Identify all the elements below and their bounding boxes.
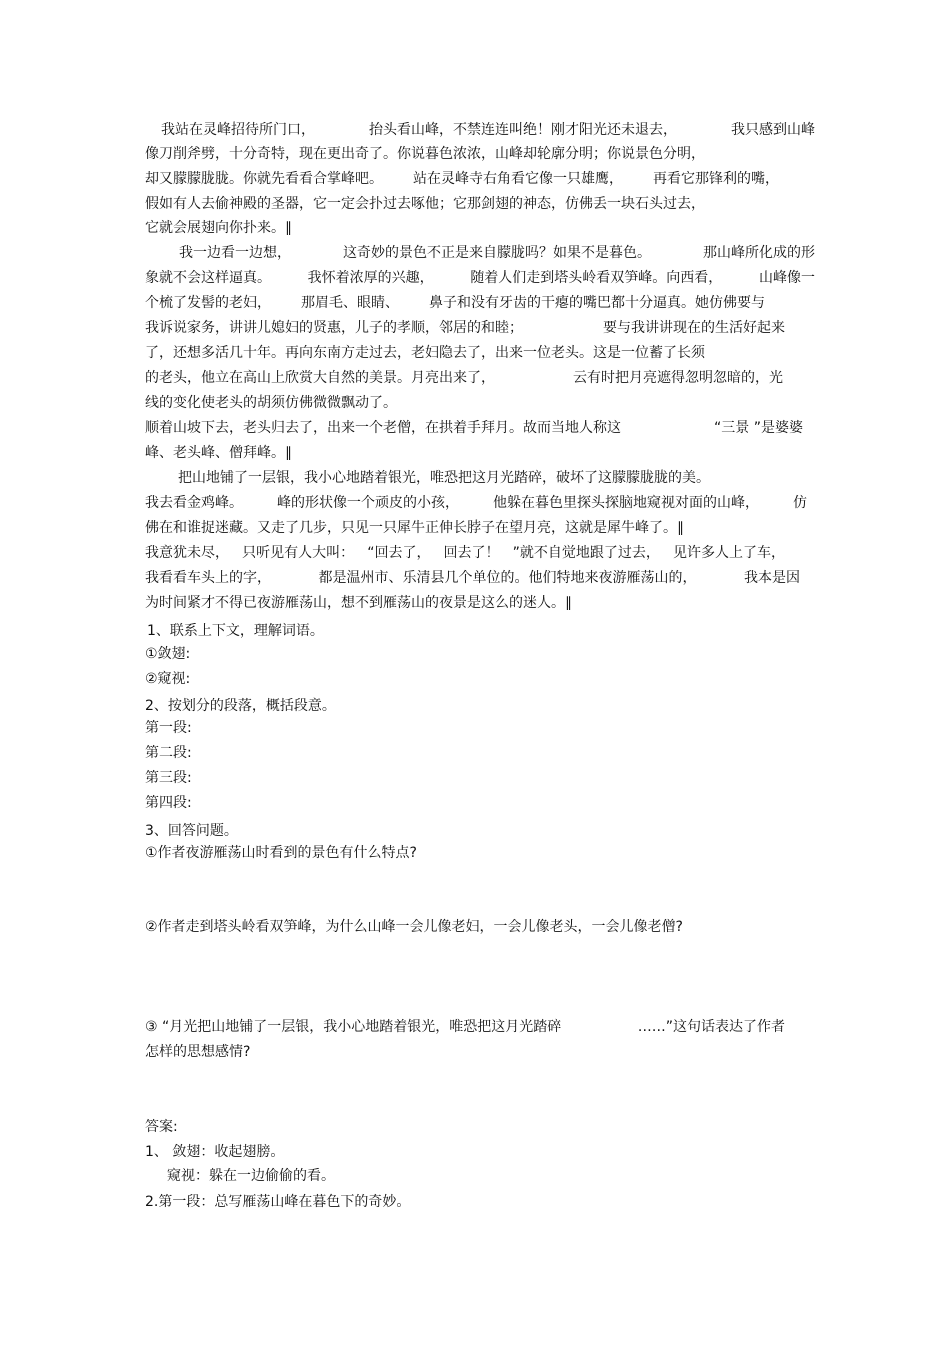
passage-p2-line-1: 我一边看一边想， 这奇妙的景色不正是来自朦胧吗？如果不是暮色。 那山峰所化成的形 [179,245,815,261]
question-3-item-2: ②作者走到塔头岭看双笋峰，为什么山峰一会儿像老妇，一会儿像老头，一会儿像老僧? [145,919,683,935]
question-3-item-3-cont: 怎样的思想感情? [145,1044,251,1060]
question-2-title: 2、按划分的段落，概括段意。 [145,698,336,714]
question-2-item: 第三段: [145,770,192,786]
passage-p2-line-7: 线的变化使老头的胡须仿佛微微飘动了。 [145,395,397,411]
passage-p1-line-1: 我站在灵峰招待所门口， 抬头看山峰，不禁连连叫绝！刚才阳光还未退去， 我只感到山峰 [161,122,815,138]
answer-1-line-1: 1、 敛翅：收起翅膀。 [145,1144,285,1160]
passage-p3-line-3: 佛在和谁捉迷藏。又走了几步，只见一只犀牛正伸长脖子在望月亮，这就是犀牛峰了。∥ [145,520,684,536]
passage-p2-line-6: 的老头，他立在高山上欣赏大自然的美景。月亮出来了， 云有时把月亮遮得忽明忽暗的，光 [145,370,783,386]
passage-p3-line-5: 我看看车头上的字， 都是温州市、乐清县几个单位的。他们特地来夜游雁荡山的， 我本是因 [145,570,800,586]
passage-p3-line-6: 为时间紧才不得已夜游雁荡山，想不到雁荡山的夜景是这么的迷人。∥ [145,595,572,611]
answer-2-line-1: 2.第一段：总写雁荡山峰在暮色下的奇妙。 [145,1194,411,1210]
question-2-item: 第四段: [145,795,192,811]
passage-p2-line-5: 了，还想多活几十年。再向东南方走过去，老妇隐去了，出来一位老头。这是一位蓄了长须 [145,345,705,361]
passage-p1-line-3: 却又朦朦胧胧。你就先看看合掌峰吧。 站在灵峰寺右角看它像一只雄鹰， 再看它那锋利的嘴， [145,171,779,187]
question-3-title: 3、回答问题。 [145,823,238,839]
question-3-item-3: ③ “月光把山地铺了一层银，我小心地踏着银光，唯恐把这月光踏碎 ……”这句话表达了作者 [145,1019,785,1035]
question-2-item: 第二段: [145,745,192,761]
question-1-item-a: ①敛翅: [145,646,191,662]
question-1-item-b: ②窥视: [145,671,191,687]
passage-p1-line-4: 假如有人去偷神殿的圣器，它一定会扑过去啄他；它那剑翅的神态，仿佛丢一块石头过去， [145,196,705,212]
passage-p3-line-4: 我意犹未尽， 只听见有人大叫： “回去了， 回去了！ ”就不自觉地跟了过去， 见许多人上了车， [145,545,785,561]
answers-title: 答案: [145,1119,178,1135]
question-1-title: 1、联系上下文，理解词语。 [147,623,324,639]
passage-p1-line-5: 它就会展翅向你扑来。∥ [145,220,292,236]
passage-p2-line-4: 我诉说家务，讲讲儿媳妇的贤惠，儿子的孝顺，邻居的和睦； 要与我讲讲现在的生活好起来 [145,320,785,336]
question-2-item: 第一段: [145,720,192,736]
answer-1-line-2: 窥视：躲在一边偷偷的看。 [167,1168,335,1184]
passage-p2-line-9: 峰、老头峰、僧拜峰。∥ [145,445,292,461]
passage-p3-line-2: 我去看金鸡峰。 峰的形状像一个顽皮的小孩， 他躲在暮色里探头探脑地窥视对面的山峰， 仿 [145,495,807,511]
passage-p2-line-3: 个梳了发髻的老妇， 那眉毛、眼睛、 鼻子和没有牙齿的干瘪的嘴巴都十分逼真。她仿佛要与 [145,295,765,311]
question-3-item-1: ①作者夜游雁荡山时看到的景色有什么特点? [145,845,417,861]
passage-p2-line-2: 象就不会这样逼真。 我怀着浓厚的兴趣， 随着人们走到塔头岭看双笋峰。向西看， 山峰像一 [145,270,815,286]
passage-p3-line-1: 把山地铺了一层银，我小心地踏着银光，唯恐把这月光踏碎，破坏了这朦朦胧胧的美。 [178,470,710,486]
passage-p1-line-2: 像刀削斧劈，十分奇特，现在更出奇了。你说暮色浓浓，山峰却轮廓分明；你说景色分明， [145,146,705,162]
passage-p2-line-8: 顺着山坡下去，老头归去了，出来一个老僧，在拱着手拜月。故而当地人称这 “三景 ”是婆婆 [145,420,803,436]
